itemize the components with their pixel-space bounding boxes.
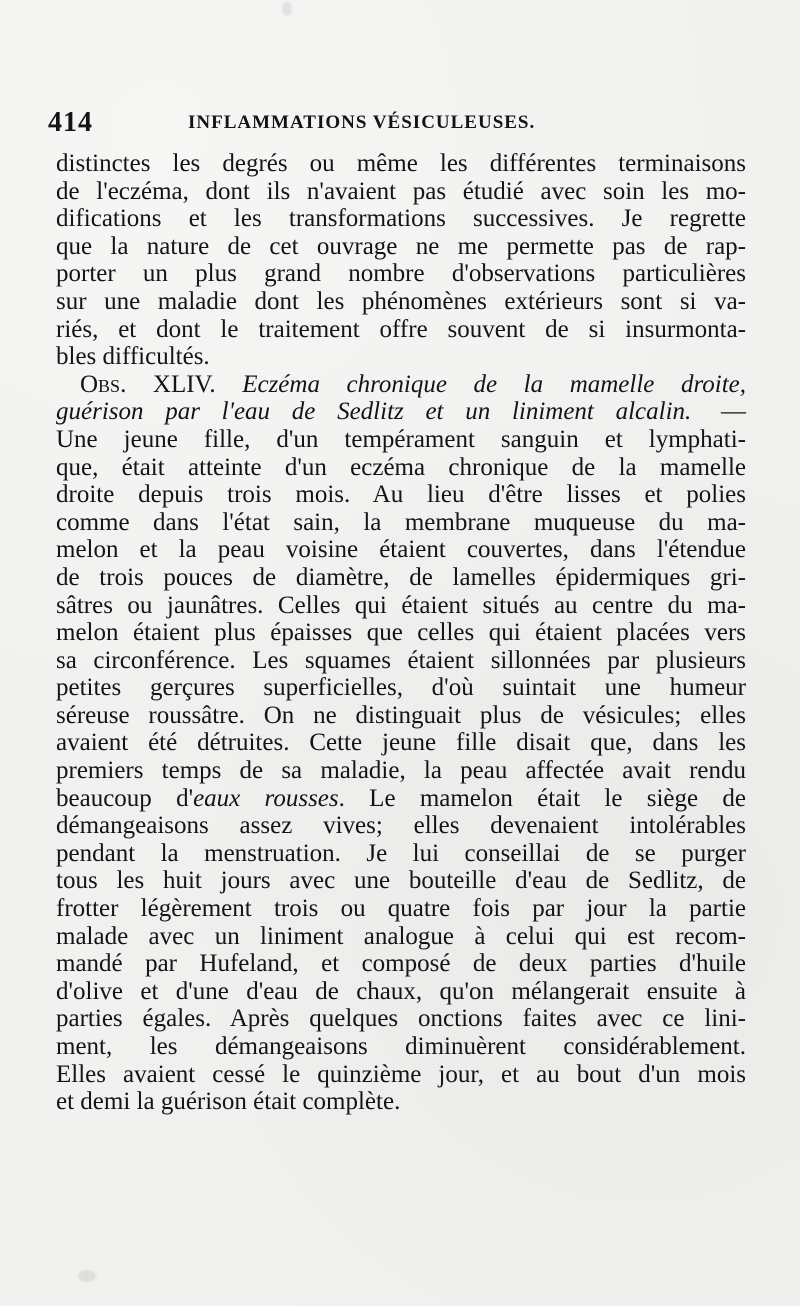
text-line: et demi la guérison était complète.	[56, 1088, 401, 1116]
text-line-with-italic	[56, 785, 746, 813]
italic-phrase: eaux rousses	[193, 784, 339, 812]
page-header	[48, 108, 768, 138]
text-line: de trois pouces de diamètre, de lamelles épidermiques gri-	[56, 563, 746, 591]
running-title: INFLAMMATIONS VÉSICULEUSES.	[188, 112, 536, 133]
text-line: que, était atteinte d'un eczéma chronique de la mamelle	[56, 453, 746, 481]
text-fragment: beaucoup d'	[56, 784, 194, 812]
text-line: riés, et dont le traitement offre souvent de si insurmonta-	[56, 315, 746, 343]
text-line: droite depuis trois mois. Au lieu d'être lisses et polies	[56, 481, 746, 509]
text-line: avaient été détruites. Cette jeune fille disait que, dans les	[56, 729, 746, 757]
text-line: mandé par Hufeland, et composé de deux parties d'huile	[56, 950, 746, 978]
text-line: difications et les transformations successives. Je regrette	[56, 205, 746, 233]
page-smudge	[282, 2, 292, 16]
text-line: séreuse roussâtre. On ne distinguait plus de vésicules; elles	[56, 701, 746, 729]
page-number: 414	[48, 107, 93, 138]
text-line: petites gerçures superficielles, d'où suintait une humeur	[56, 674, 746, 702]
text-line: sur une maladie dont les phénomènes extérieurs sont si va-	[56, 287, 746, 315]
text-line: melon étaient plus épaisses que celles qui étaient placées vers	[56, 619, 746, 647]
text-line: que la nature de cet ouvrage ne me permette pas de rap-	[56, 232, 746, 260]
text-line: melon et la peau voisine étaient couvertes, dans l'étendue	[56, 536, 746, 564]
text-line: tous les huit jours avec une bouteille d'eau de Sedlitz, de	[56, 867, 746, 895]
observation-heading-line-2	[56, 398, 746, 426]
text-line: premiers temps de sa maladie, la peau affectée avait rendu	[56, 757, 746, 785]
text-line: frotter légèrement trois ou quatre fois par jour la partie	[56, 895, 746, 923]
page-body	[56, 150, 746, 1116]
observation-heading-line-1	[56, 371, 746, 399]
page-smudge	[78, 1270, 96, 1282]
text-line: de l'eczéma, dont ils n'avaient pas étudié avec soin les mo-	[56, 177, 746, 205]
text-line: comme dans l'état sain, la membrane muqueuse du ma-	[56, 508, 746, 536]
em-dash: —	[721, 398, 746, 426]
text-line: Elles avaient cessé le quinzième jour, et au bout d'un mois	[56, 1060, 746, 1088]
text-fragment: . Le mamelon était le siège de	[338, 784, 746, 812]
text-line: parties égales. Après quelques onctions faites avec ce lini-	[56, 1005, 746, 1033]
text-line: porter un plus grand nombre d'observations particulières	[56, 260, 746, 288]
text-line: Une jeune fille, d'un tempérament sanguin et lymphati-	[56, 425, 746, 453]
text-line: malade avec un liniment analogue à celui qui est recom-	[56, 922, 746, 950]
text-line: sa circonférence. Les squames étaient sillonnées par plusieurs	[56, 646, 746, 674]
text-line: distinctes les degrés ou même les différentes terminaisons	[56, 150, 746, 177]
text-line: sâtres ou jaunâtres. Celles qui étaient situés au centre du ma-	[56, 591, 746, 619]
text-line: démangeaisons assez vives; elles devenaient intolérables	[56, 812, 746, 840]
text-line: bles difficultés.	[56, 343, 210, 371]
observation-label: Obs. XLIV.	[80, 370, 216, 398]
text-line: pendant la menstruation. Je lui conseillai de se purger	[56, 839, 746, 867]
text-line: ment, les démangeaisons diminuèrent considérablement.	[56, 1033, 746, 1060]
observation-title-part-2: guérison par l'eau de Sedlitz et un liniment alcalin.	[56, 398, 692, 426]
observation-title-part-1: Eczéma chronique de la mamelle droite,	[242, 370, 746, 398]
text-line: d'olive et d'une d'eau de chaux, qu'on mélangerait ensuite à	[56, 977, 746, 1005]
